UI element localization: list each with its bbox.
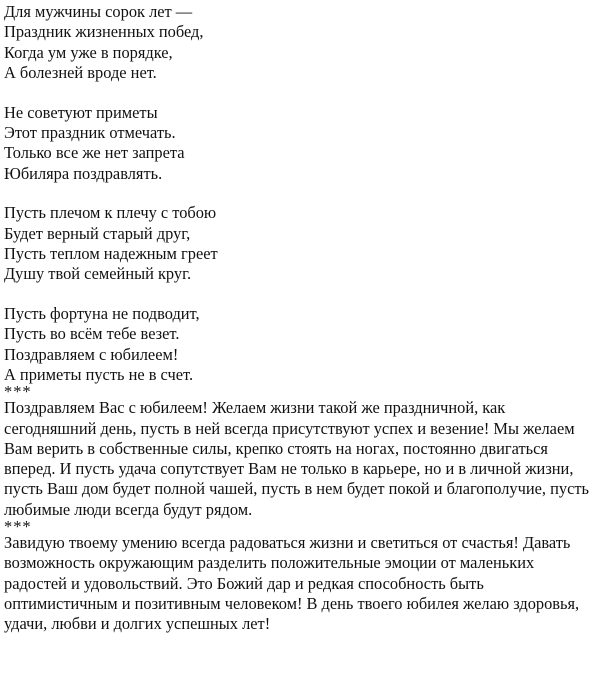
- poem-stanza-3: [4, 203, 596, 284]
- poem-line: А болезней вроде нет.: [4, 62, 157, 82]
- prose-paragraph-2: Завидую твоему умению всегда радоваться жизни и светиться от счастья! Давать возможность окружающим разделить положительные эмоции от маленьких радостей и удовольствий. Это Божий дар и редкая способность быть оптимистичным и позитивным человеком! В день твоего юбилея желаю здоровья, удачи, любви и долгих успешных лет!: [4, 533, 580, 634]
- greeting-text-page: [4, 2, 596, 635]
- poem-line: Только все же нет запрета: [4, 143, 185, 163]
- poem-stanza-1: [4, 2, 596, 83]
- poem-line: Праздник жизненных побед,: [4, 22, 204, 42]
- poem-line: Поздравляем с юбилеем!: [4, 344, 179, 364]
- poem-line: Не советуют приметы: [4, 102, 158, 122]
- poem-line: Пусть теплом надежным греет: [4, 243, 218, 263]
- poem-line: Будет верный старый друг,: [4, 223, 191, 243]
- poem-line: Этот праздник отмечать.: [4, 122, 176, 142]
- poem-stanza-2: [4, 103, 596, 184]
- section-separator: ***: [4, 382, 32, 402]
- poem-line: Пусть во всём тебе везет.: [4, 324, 180, 344]
- poem-line: Душу твой семейный круг.: [4, 264, 192, 284]
- poem-line: Пусть плечом к плечу с тобою: [4, 203, 217, 223]
- poem-line: А приметы пусть не в счет.: [4, 364, 194, 384]
- prose-paragraph-1: Поздравляем Вас с юбилеем! Желаем жизни такой же праздничной, как сегодняшний день, пусть в ней всегда присутствуют успех и везение! Мы желаем Вам верить в собственные силы, крепко стоять на ногах, постоянно двигаться вперед. И пусть удача сопутствует Вам не только в карьере, но и в личной жизни, пусть Ваш дом будет полной чашей, пусть в нем будет покой и благополучие, пусть любимые люди всегда будут рядом.: [4, 398, 589, 519]
- poem-line: Юбиляра поздравлять.: [4, 163, 163, 183]
- section-separator: ***: [4, 517, 32, 537]
- poem-line: Для мужчины сорок лет —: [4, 2, 193, 21]
- poem-stanza-4: [4, 304, 596, 385]
- poem-line: Когда ум уже в порядке,: [4, 42, 173, 62]
- poem-line: Пусть фортуна не подводит,: [4, 304, 200, 324]
